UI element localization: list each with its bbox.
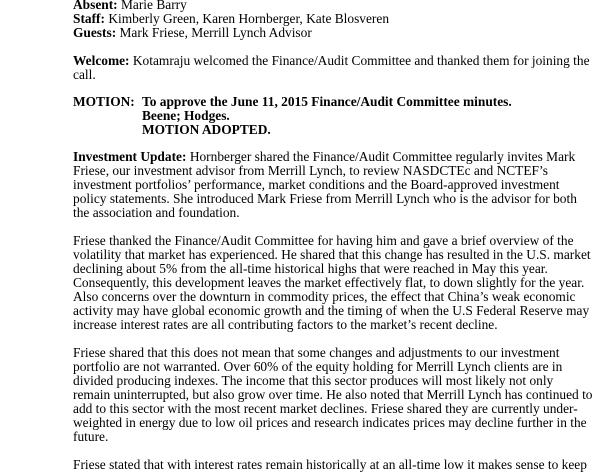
paragraph-line: volatility that market has experienced. He shared that this change has resulted in the U.S. market: [73, 247, 591, 262]
minutes-page: [73, 0, 593, 472]
investment-line-4: policy statements. She introduced Mark Friese from Merrill Lynch who is the advisor for both: [73, 191, 577, 206]
paragraph-line: Friese shared that this does not mean that some changes and adjustments to our investment: [73, 345, 560, 360]
guests-label: Guests:: [73, 25, 117, 40]
guests-value: Mark Friese, Merrill Lynch Advisor: [119, 25, 312, 40]
paragraph-line: portfolio are not warranted. Over 60% of the equity holding for Merrill Lynch clients are in: [73, 359, 563, 374]
welcome-section: [73, 53, 590, 82]
welcome-line-1: [73, 53, 590, 68]
investment-line-1: [73, 149, 576, 164]
investment-line-3: investment portfolios’ performance, market conditions and the Board-approved investment: [73, 177, 560, 192]
investment-line-2: Friese, our investment advisor from Merrill Lynch, to review NASDCTEc and NCTEF’s: [73, 163, 548, 178]
staff-line: [73, 12, 543, 26]
paragraph-line: Also concerns over the downturn in commodity prices, the effect that China’s weak economic: [73, 289, 576, 304]
paragraph-interest-rates: [73, 457, 587, 472]
paragraph-line: Friese stated that with interest rates remain historically at an all-time low it makes sense to keep: [73, 457, 587, 472]
absent-label: Absent:: [73, 0, 118, 12]
paragraph-line: increase interest rates are all contributing factors to the market’s recent decline.: [73, 317, 498, 332]
investment-update-label: Investment Update:: [73, 149, 187, 164]
attendance-block: [73, 0, 543, 40]
motion-body: [142, 95, 543, 137]
investment-text-1: Hornberger shared the Finance/Audit Committee regularly invites Mark: [189, 149, 576, 164]
paragraph-market-volatility: [73, 233, 591, 332]
paragraph-line: Friese thanked the Finance/Audit Committee for having him and gave a brief overview of the: [73, 233, 574, 248]
motion-section: [73, 95, 543, 137]
paragraph-line: declining about 5% from the all-time historical highs that were reached in May this year.: [73, 261, 548, 276]
absent-value: Marie Barry: [121, 0, 187, 12]
motion-line-2: Beene; Hodges.: [142, 108, 230, 123]
paragraph-line: add to this sector with the most recent market declines. Friese shared they are currently under-: [73, 401, 578, 416]
motion-label: MOTION:: [73, 94, 135, 109]
paragraph-portfolio-adjustments: [73, 345, 593, 444]
motion-line-3: MOTION ADOPTED.: [142, 122, 271, 137]
paragraph-line: weighted in energy due to low oil prices and research indicates prices may decline further in the: [73, 415, 587, 430]
motion-line-1: To approve the June 11, 2015 Finance/Audit Committee minutes.: [142, 94, 512, 109]
welcome-text-1: Kotamraju welcomed the Finance/Audit Committee and thanked them for joining the: [132, 53, 590, 68]
welcome-line-2: call.: [73, 67, 96, 82]
welcome-label: Welcome:: [73, 53, 130, 68]
investment-line-5: the association and foundation.: [73, 205, 240, 220]
paragraph-line: future.: [73, 429, 109, 444]
investment-update-section: [73, 149, 577, 220]
guests-line: [73, 26, 543, 40]
paragraph-line: Consequently, this development leaves the market effectively flat, to down slightly for the year.: [73, 275, 585, 290]
paragraph-line: remain uninterrupted, but also grow over time. He also noted that Merrill Lynch has continued to: [73, 387, 593, 402]
paragraph-line: divided producing indexes. The income that this sector produces will most likely not only: [73, 373, 554, 388]
paragraph-line: activity may have global economic growth and the timing of when the U.S Federal Reserve may: [73, 303, 590, 318]
staff-label: Staff:: [73, 11, 105, 26]
staff-value: Kimberly Green, Karen Hornberger, Kate Blosveren: [108, 11, 390, 26]
